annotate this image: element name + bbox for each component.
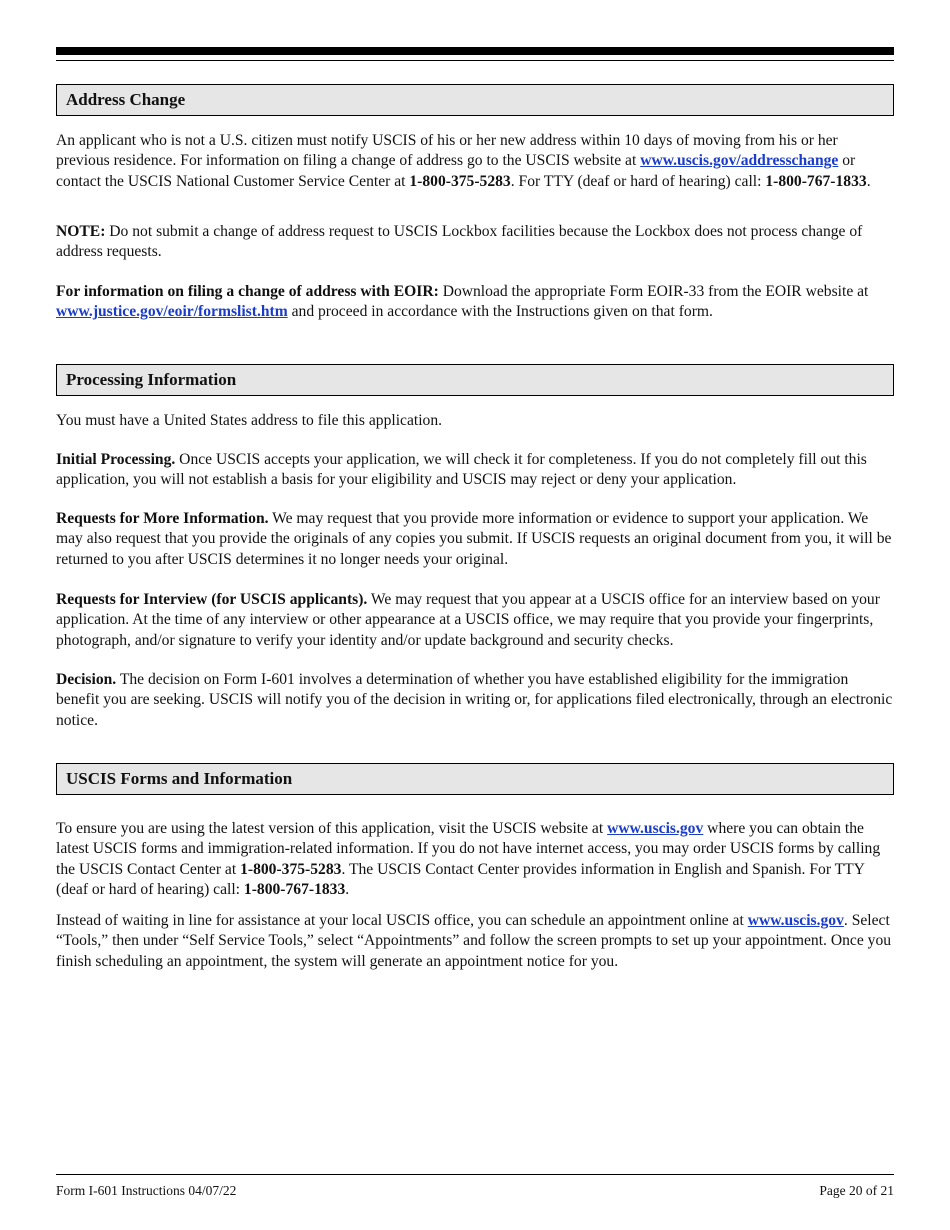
top-thin-rule xyxy=(56,60,894,61)
note-label: NOTE: xyxy=(56,223,106,240)
more-information-label: Requests for More Information. xyxy=(56,510,269,527)
eoir-label: For information on filing a change of address with EOIR: xyxy=(56,283,439,300)
eoir-forms-link[interactable]: www.justice.gov/eoir/formslist.htm xyxy=(56,303,288,321)
initial-processing-label: Initial Processing. xyxy=(56,451,176,468)
footer-page-number: Page 20 of 21 xyxy=(819,1183,894,1198)
addresschange-link[interactable]: www.uscis.gov/addresschange xyxy=(640,152,839,170)
section-header-address-change xyxy=(56,84,894,116)
section-title: Address Change xyxy=(66,90,186,109)
appointment-paragraph: Instead of waiting in line for assistance at your local USCIS office, you can schedule an appointment online at www.uscis.gov. Select “Tools,” then under “Self Service Tools,” select “Appointments” and follow the screen prompts to set up your appointment. Once you finish scheduling an appointment, the system will generate an appointment notice for you. xyxy=(56,912,892,970)
footer-rule xyxy=(56,1174,894,1175)
decision-paragraph: Decision. The decision on Form I-601 involves a determination of whether you have established eligibility for the immigration benefit you are seeking. USCIS will notify you of the decision in writing or, for applications filed electronically, through an electronic notice. xyxy=(56,671,893,729)
forms-info-paragraph: To ensure you are using the latest version of this application, visit the USCIS website at www.uscis.gov where you can obtain the latest USCIS forms and immigration-related information. If you do not have internet access, you may order USCIS forms by calling the USCIS Contact Center at 1-800-375-5283. The USCIS Contact Center provides information in English and Spanish. For TTY (deaf or hard of hearing) call: 1-800-767-1833. xyxy=(56,820,881,899)
tty-number: 1-800-767-1833 xyxy=(243,881,346,899)
top-thick-rule xyxy=(56,47,894,55)
interview-paragraph: Requests for Interview (for USCIS applicants). We may request that you appear at a USCIS office for an interview based on your application. At the time of any interview or other appearance at a USCIS office, we may require that you provide your fingerprints, photograph, and/or signature to verify your identity and/or update background and security checks. xyxy=(56,591,880,649)
phone-number: 1-800-375-5283 xyxy=(240,860,342,878)
phone-number: 1-800-375-5283 xyxy=(409,172,511,190)
interview-label: Requests for Interview (for USCIS applicants). xyxy=(56,591,368,608)
section-header-processing-information xyxy=(56,364,894,396)
section-title: Processing Information xyxy=(66,370,237,389)
address-change-paragraph: An applicant who is not a U.S. citizen must notify USCIS of his or her new address within 10 days of moving from his or her previous residence. For information on filing a change of address go to the USCIS website at www.uscis.gov/addresschange or contact the USCIS National Customer Service Center at 1-800-375-5283. For TTY (deaf or hard of hearing) call: 1-800-767-1833. xyxy=(56,132,871,190)
section-header-uscis-forms xyxy=(56,763,894,795)
tty-number: 1-800-767-1833 xyxy=(765,172,867,190)
processing-intro: You must have a United States address to file this application. xyxy=(56,412,443,429)
note-paragraph: NOTE: Do not submit a change of address request to USCIS Lockbox facilities because the Lockbox does not process change of address requests. xyxy=(56,223,863,261)
initial-processing-paragraph: Initial Processing. Once USCIS accepts your application, we will check it for completeness. If you do not completely fill out this application, you will not establish a basis for your eligibility and USCIS may reject or deny your application. xyxy=(56,451,867,489)
footer-form-name: Form I-601 Instructions 04/07/22 xyxy=(56,1183,237,1198)
uscis-website-link[interactable]: www.uscis.gov xyxy=(607,820,704,837)
uscis-appointment-link[interactable]: www.uscis.gov xyxy=(747,912,844,929)
eoir-paragraph: For information on filing a change of address with EOIR: Download the appropriate Form EOIR-33 from the EOIR website at www.justice.gov/eoir/formslist.htm and proceed in accordance with the Instructions given on that form. xyxy=(56,283,869,321)
section-title: USCIS Forms and Information xyxy=(66,769,293,788)
decision-label: Decision. xyxy=(56,671,117,688)
more-information-paragraph: Requests for More Information. We may request that you provide more information or evidence to support your application. We may also request that you provide the originals of any copies you submit. If USCIS requests an original document from you, it will be returned to you after USCIS determines it no longer needs your original. xyxy=(56,510,892,568)
